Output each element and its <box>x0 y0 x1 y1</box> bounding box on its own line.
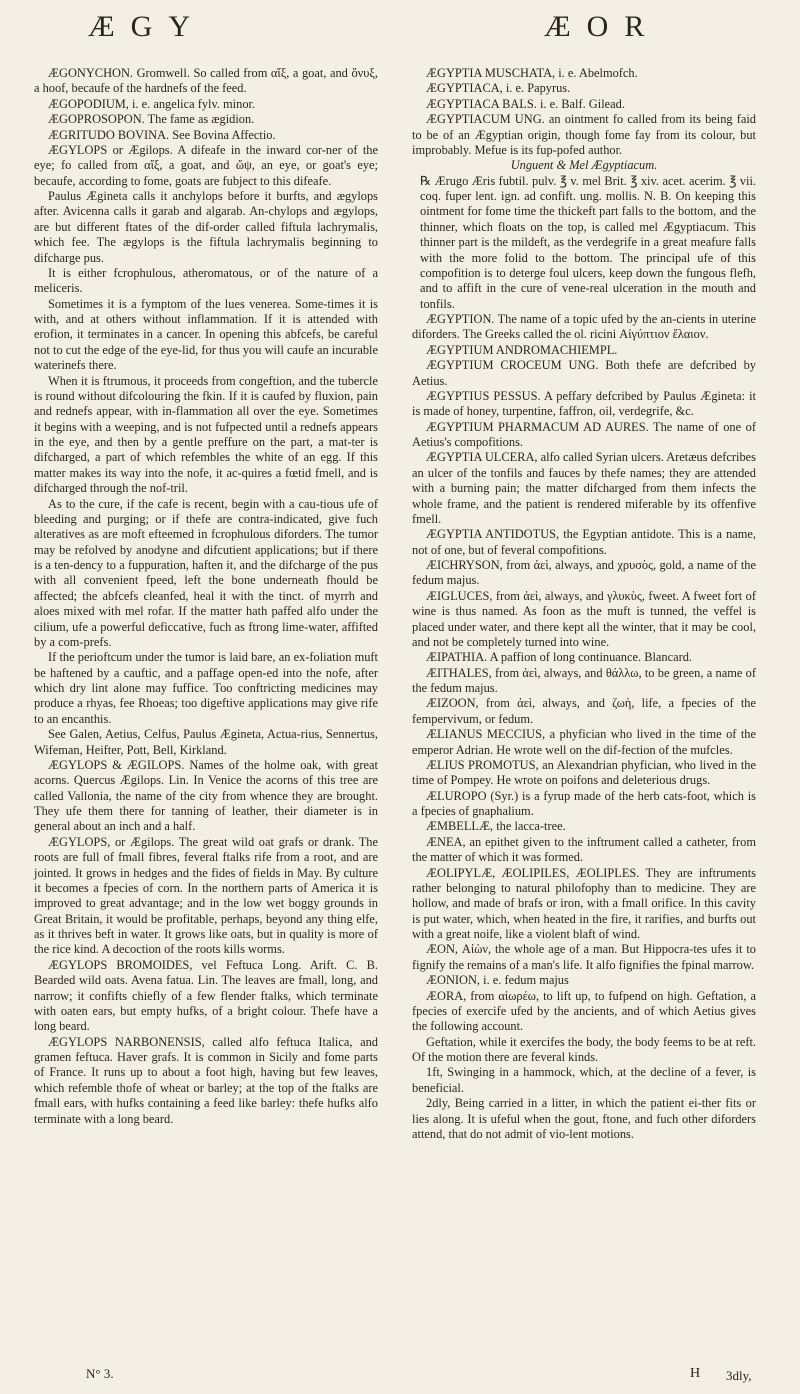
entry-paragraph: ÆGYPTIACUM UNG. an ointment fo called from its being faid to be of an Ægyptian origin, though fome fay from its colour, but improbably. Mefue is its fup-pofed author. <box>412 112 756 157</box>
entry-paragraph: ÆOLIPYLÆ, ÆOLIPILES, ÆOLIPLES. They are inftruments rather belonging to natural philofophy than to medicine. They are hollow, and made of brafs or iron, with a fmall orifice. In this cavity is put water, which, when heated in the fire, it rarifies, and burfts out with a great noife, like a violent blaft of wind. <box>412 865 756 941</box>
entry-paragraph: 2dly, Being carried in a litter, in which the patient ei-ther fits or lies along. It is ufeful when the gout, ftone, and fuch other diforders attend, that do not admit of vio-lent motions. <box>412 1096 756 1141</box>
entry-paragraph: 1ft, Swinging in a hammock, which, at the decline of a fever, is beneficial. <box>412 1065 756 1095</box>
right-column <box>412 66 756 1142</box>
running-header <box>0 10 800 56</box>
entry-paragraph: ÆGYPTIUS PESSUS. A peffary defcribed by Paulus Ægineta: it is made of honey, turpentine, faffron, oil, verdegrife, &c. <box>412 388 756 419</box>
entry-paragraph: ÆONION, i. e. fedum majus <box>426 973 569 988</box>
entry-paragraph: ÆNEA, an epithet given to the inftrument called a catheter, from the matter of which it was formed. <box>412 834 756 865</box>
entry-paragraph: Sometimes it is a fymptom of the lues venerea. Some-times it is with, and at others without inflammation. If it is attended with erofion, it terminates in a cancer. In opening this abfcefs, be careful not to cut the edge of the eye-lid, for thus you will caufe an incurable waterinefs there. <box>34 296 378 373</box>
catchword: 3dly, <box>726 1368 752 1383</box>
entry-paragraph: ÆIPATHIA. A paffion of long continuance. Blancard. <box>426 650 693 665</box>
entry-paragraph: ÆLUROPO (Syr.) is a fyrup made of the herb cats-foot, which is a fpecies of gnaphalium. <box>412 788 756 818</box>
entry-paragraph: It is either fcrophulous, atheromatous, or of the nature of a meliceris. <box>34 265 378 296</box>
entry-paragraph: ÆGYPTIACA BALS. i. e. Balf. Gilead. <box>426 96 625 111</box>
entry-paragraph: ÆGYPTIA MUSCHATA, i. e. Abelmofch. <box>426 66 638 80</box>
entry-paragraph: ÆIZOON, from ἀεὶ, always, and ζωὴ, life, a fpecies of the fempervivum, or fedum. <box>412 696 756 726</box>
entry-paragraph: ÆGYLOPS NARBONENSIS, called alfo feftuca Italica, and gramen feftuca. Haver grafs. It is common in Sicily and fome parts of France. It runs up to about a foot high, having but few leaves, which refemble thofe of wheat or barley; at the top of the ftalks are fmall ears, with hufks containing a feed like barley: thefe hufks alfo terminate with a long beard. <box>34 1034 378 1126</box>
entry-paragraph: ÆGYLOPS or Ægilops. A difeafe in the inward cor-ner of the eye; fo called from αἴξ, a goat, and ὤψ, an eye, or goat's eye; becaufe, according to fome, goats are fubject to this difeafe. <box>34 142 378 188</box>
entry-paragraph: ÆLIUS PROMOTUS, an Alexandrian phyfician, who lived in the time of Pompey. He wrote on poifons and deleterious drugs. <box>412 757 756 788</box>
entry-paragraph: ÆGYPTIUM PHARMACUM AD AURES. The name of one of Aetius's compofitions. <box>412 419 756 449</box>
entry-paragraph: ÆGYLOPS, or Ægilops. The great wild oat grafs or drank. The roots are full of fmall fibres, feveral ftalks rife from a root, and are jointed. It grows in hedges and the fides of fields in May. By culture it becomes a fpecies of corn. In the northern parts of America it is improved to great advantage; and in the low wet boggy grounds in Great Britain, it would be profitable, perhaps, beyond any thing elfe, as it thrives beft in water. It grows like oats, but in quality is more of the rice kind. A decoction of the roots kills worms. <box>34 834 378 957</box>
entry-paragraph: ÆGYPTIACA, i. e. Papyrus. <box>426 81 571 96</box>
entry-paragraph: ÆITHALES, from ἀεὶ, always, and θάλλω, to be green, a name of the fedum majus. <box>412 665 756 695</box>
entry-paragraph: When it is ftrumous, it proceeds from congeftion, and the tubercle is round without difcolouring the fkin. If it is caufed by fluxion, pain and rednefs appear, with in-flammation all over the eye. Sometimes it begins with a weeping, and is not fufpected until a rednefs appears in the eye, and then by a gentle preffure on the part, a mat-ter is difcharged, a part of which refembles the white of an egg. If this matter makes its way into the nofe, it ac-quires a fœtid fmell, and is difcharged through the nof-tril. <box>34 373 378 496</box>
entry-paragraph: ÆGOPODIUM, i. e. angelica fylv. minor. <box>48 96 256 111</box>
entry-paragraph: ÆON, Αἰὼν, the whole age of a man. But Hippocra-tes ufes it to fignify the remains of a man's life. It alfo fignifies the fpinal marrow. <box>412 942 756 972</box>
entry-paragraph: As to the cure, if the cafe is recent, begin with a cau-tious ufe of bleeding and purging; or if thefe are contra-indicated, give fuch alteratives as are moft efteemed in fcrophulous diforders. The tumor may be refolved by anodyne and difcutient applications; but if there is a ten-dency to a fuppuration, haften it, and the difcharge of the pus with all convenient fpeed, left the bone underneath fhould be affected; the abfcefs cleanfed, heal it with the tinct. of myrrh and aloes mixed with mel rofar. If the matter hath paffed alfo under the cilium, ufe a powerful deficcative, fuch as ftrong lime-water, affifted by a com-prefs. <box>34 496 378 649</box>
signature-mark: N° 3. <box>86 1366 114 1381</box>
entry-paragraph: ÆGYPTIA ULCERA, alfo called Syrian ulcers. Aretæus defcribes an ulcer of the tonfils and fauces by thefe names; they are attended with a burning pain; the matter difcharged from them infects the whole frame, and the patient is rendered miferable by its offenfive fmell. <box>412 450 757 526</box>
entry-paragraph: ÆGYPTIA ANTIDOTUS, the Egyptian antidote. This is a name, not of one, but of feveral compofitions. <box>412 527 756 557</box>
entry-paragraph: Unguent & Mel Ægyptiacum. <box>510 158 658 173</box>
entry-paragraph: ÆLIANUS MECCIUS, a phyfician who lived in the time of the emperor Adrian. He wrote well on the dif-fection of the mufcles. <box>412 727 756 757</box>
header-left: ÆGY <box>88 10 207 43</box>
entry-paragraph: ÆORA, from αἰωρέω, to lift up, to fufpend on high. Geftation, a fpecies of exercife ufed by the ancients, and of which Aetius gives the following account. <box>412 988 756 1034</box>
entry-paragraph: If the perioftcum under the tumor is laid bare, an ex-foliation muft be haftened by a cauftic, and a paffage open-ed into the nofe, after which dry lint alone may fuffice. Too conftricting medicines may produce a rhyas, fee Rhoeas; too digeftive applications may give rife to an encanthis. <box>34 650 378 726</box>
entry-paragraph: ÆGONYCHON. Gromwell. So called from αἴξ, a goat, and ὄνυξ, a hoof, becaufe of the hardnefs of the feed. <box>34 66 378 96</box>
entry-paragraph: ÆMBELLÆ, the lacca-tree. <box>426 819 566 834</box>
entry-paragraph: ℞ Ærugo Æris fubtil. pulv. ℥ v. mel Brit. ℥ xiv. acet. acerim. ℥ vii. coq. fuper lent. ign. ad confift. ung. mollis. N. B. On keeping this ointment for fome time the thickeft part falls to the bottom, and the thinner, which floats on the top, is called mel Ægyptiacum. This thinner part is the mildeft, as the verdegrife in a great meafure falls with the more folid to the bottom. The principal ufe of this compofition is to deterge foul ulcers, keep down the fungous flefh, and to affift in the cure of vene-real ulceration in the mouth and tonfils. <box>420 173 756 311</box>
entry-paragraph: Paulus Ægineta calls it anchylops before it burfts, and ægylops after. Avicenna calls it garab and algarab. An-chylops and ægylops, are but different ftates of the dif-order called fiftula lachrymalis, which fee. The ægylops is the fiftula lachrymalis beginning to difcharge pus. <box>34 189 378 265</box>
header-right: ÆOR <box>544 10 661 43</box>
entry-paragraph: ÆGYPTIUM ANDROMACHIEMPL. <box>426 342 618 357</box>
entry-paragraph: ÆIGLUCES, from ἀεὶ, always, and γλυκὺς, fweet. A fweet fort of wine is thus named. As foon as the muft is tunned, the veffel is placed under water, and there kept all the winter, that it may be cool, and not be completely turned into wine. <box>412 588 756 649</box>
entry-paragraph: ÆGYPTION. The name of a topic ufed by the an-cients in uterine diforders. The Greeks called the ol. ricini Αἰγύπτιον ἔλαιον. <box>412 312 756 342</box>
entry-paragraph: ÆGYPTIUM CROCEUM UNG. Both thefe are defcribed by Aetius. <box>412 358 756 388</box>
entry-paragraph: ÆGYLOPS & ÆGILOPS. Names of the holme oak, with great acorns. Quercus Ægilops. Lin. In Venice the acorns of this tree are called Vallonia, the name of the city from whence they are brought. They ufe them there for tanning of leather, their diameter is in general about an inch and a half. <box>34 757 378 834</box>
entry-paragraph: Geftation, while it exercifes the body, the body feems to be at reft. Of the motion there are feveral kinds. <box>412 1034 756 1064</box>
entry-paragraph: ÆGRITUDO BOVINA. See Bovina Affectio. <box>48 127 276 142</box>
entry-paragraph: ÆICHRYSON, from ἀεὶ, always, and χρυσὸς, gold, a name of the fedum majus. <box>412 558 756 588</box>
entry-paragraph: See Galen, Aetius, Celfus, Paulus Ægineta, Actua-rius, Sennertus, Wifeman, Heifter, Pott, Bell, Kirkland. <box>34 727 378 757</box>
entry-paragraph: ÆGYLOPS BROMOIDES, vel Feftuca Long. Arift. C. B. Bearded wild oats. Avena fatua. Lin. The leaves are fmall, long, and narrow; it confifts chiefly of a few flender ftalks, which terminate with oaten ears, but empty hufks, of a bright colour. Thefe have a long beard. <box>34 957 378 1034</box>
gathering-letter: H <box>690 1366 701 1381</box>
entry-paragraph: ÆGOPROSOPON. The fame as ægidion. <box>48 112 255 127</box>
left-column <box>34 66 378 1127</box>
